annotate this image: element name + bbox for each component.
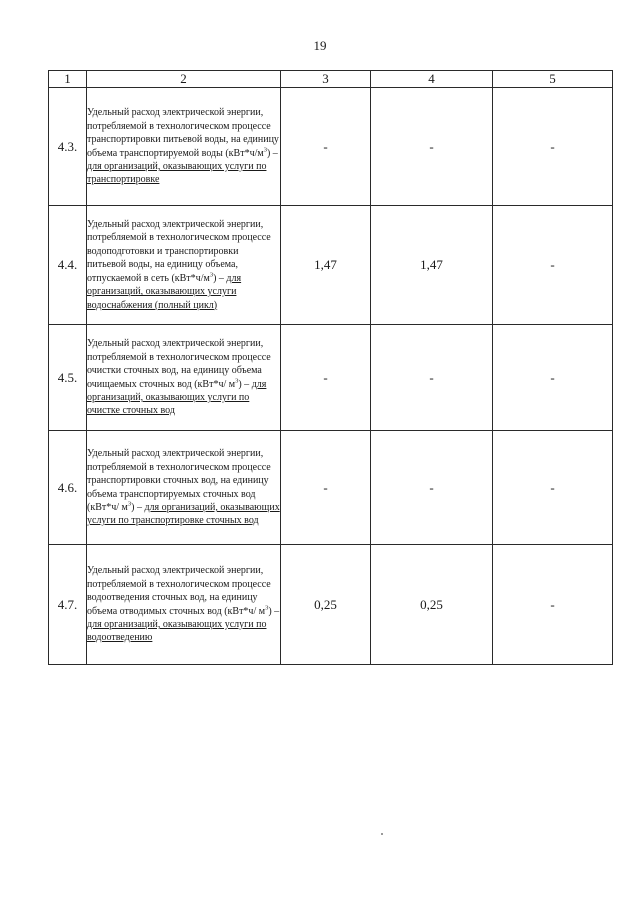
table-row xyxy=(49,431,613,545)
description-text: Удельный расход электрической энергии, потребляемой в технологическом процессе транспортировки питьевой воды, на единицу объема транспортируемой воды (кВт*ч/м xyxy=(87,107,279,159)
unit-exponent: 3 xyxy=(265,604,269,612)
indicator-description xyxy=(87,88,281,206)
value-col-4: - xyxy=(371,431,493,545)
value-col-4: - xyxy=(371,325,493,431)
header-col-1: 1 xyxy=(49,71,87,88)
indicator-description xyxy=(87,545,281,665)
description-text: Удельный расход электрической энергии, потребляемой в технологическом процессе водоподготовки и транспортировки питьевой воды, на единицу объема, отпускаемой в сеть (кВт*ч/м xyxy=(87,219,271,284)
value-col-3: - xyxy=(281,431,371,545)
description-text-after: ) – xyxy=(238,378,252,390)
value-col-5: - xyxy=(493,88,613,206)
header-row xyxy=(49,71,613,88)
description-text: Удельный расход электрической энергии, потребляемой в технологическом процессе транспортировки сточных вод, на единицу объема транспортируемых сточных вод (кВт*ч/ м xyxy=(87,448,271,513)
value-col-3: 1,47 xyxy=(281,206,371,325)
row-number: 4.6. xyxy=(49,431,87,545)
indicator-description xyxy=(87,206,281,325)
unit-exponent: 3 xyxy=(235,377,239,385)
scan-speck xyxy=(381,833,383,835)
header-col-4: 4 xyxy=(371,71,493,88)
indicators-table xyxy=(48,70,613,665)
description-text-after: ) – xyxy=(131,501,145,513)
description-text-after: ) – xyxy=(213,272,227,284)
value-col-5: - xyxy=(493,206,613,325)
applicability-note: для организаций, оказывающих услуги по очистке сточных вод xyxy=(87,378,267,417)
unit-exponent: 3 xyxy=(263,146,267,154)
applicability-note: для организаций, оказывающих услуги по транспортировке xyxy=(87,160,267,186)
unit-exponent: 3 xyxy=(209,271,214,279)
header-col-2: 2 xyxy=(87,71,281,88)
table-row xyxy=(49,545,613,665)
row-number: 4.7. xyxy=(49,545,87,665)
value-col-3: - xyxy=(281,88,371,206)
value-col-5: - xyxy=(493,325,613,431)
row-number: 4.5. xyxy=(49,325,87,431)
row-number: 4.4. xyxy=(49,206,87,325)
value-col-3: - xyxy=(281,325,371,431)
description-text: Удельный расход электрической энергии, потребляемой в технологическом процессе водоотведения сточных вод, на единицу объема отводимых сточных вод (кВт*ч/ м xyxy=(87,565,271,617)
description-text: Удельный расход электрической энергии, потребляемой в технологическом процессе очистки сточных вод, на единицу объема очищаемых сточных вод (кВт*ч/ м xyxy=(87,338,271,390)
unit-exponent: 3 xyxy=(127,500,132,508)
value-col-5: - xyxy=(493,431,613,545)
value-col-4: 0,25 xyxy=(371,545,493,665)
header-col-3: 3 xyxy=(281,71,371,88)
applicability-note: для организаций, оказывающих услуги по водоотведению xyxy=(87,618,267,644)
applicability-note: для организаций, оказывающих услуги по транспортировке сточных вод xyxy=(87,501,280,527)
value-col-5: - xyxy=(493,545,613,665)
applicability-note: для организаций, оказывающих услуги водоснабжения (полный цикл) xyxy=(87,272,242,311)
description-text-after: ) – xyxy=(268,605,280,617)
table-row xyxy=(49,88,613,206)
description-text-after: ) – xyxy=(266,147,278,159)
value-col-4: - xyxy=(371,88,493,206)
indicator-description xyxy=(87,431,281,545)
value-col-4: 1,47 xyxy=(371,206,493,325)
row-number: 4.3. xyxy=(49,88,87,206)
page-number: 19 xyxy=(313,38,327,53)
indicator-description xyxy=(87,325,281,431)
header-col-5: 5 xyxy=(493,71,613,88)
table-row xyxy=(49,206,613,325)
table-row xyxy=(49,325,613,431)
value-col-3: 0,25 xyxy=(281,545,371,665)
